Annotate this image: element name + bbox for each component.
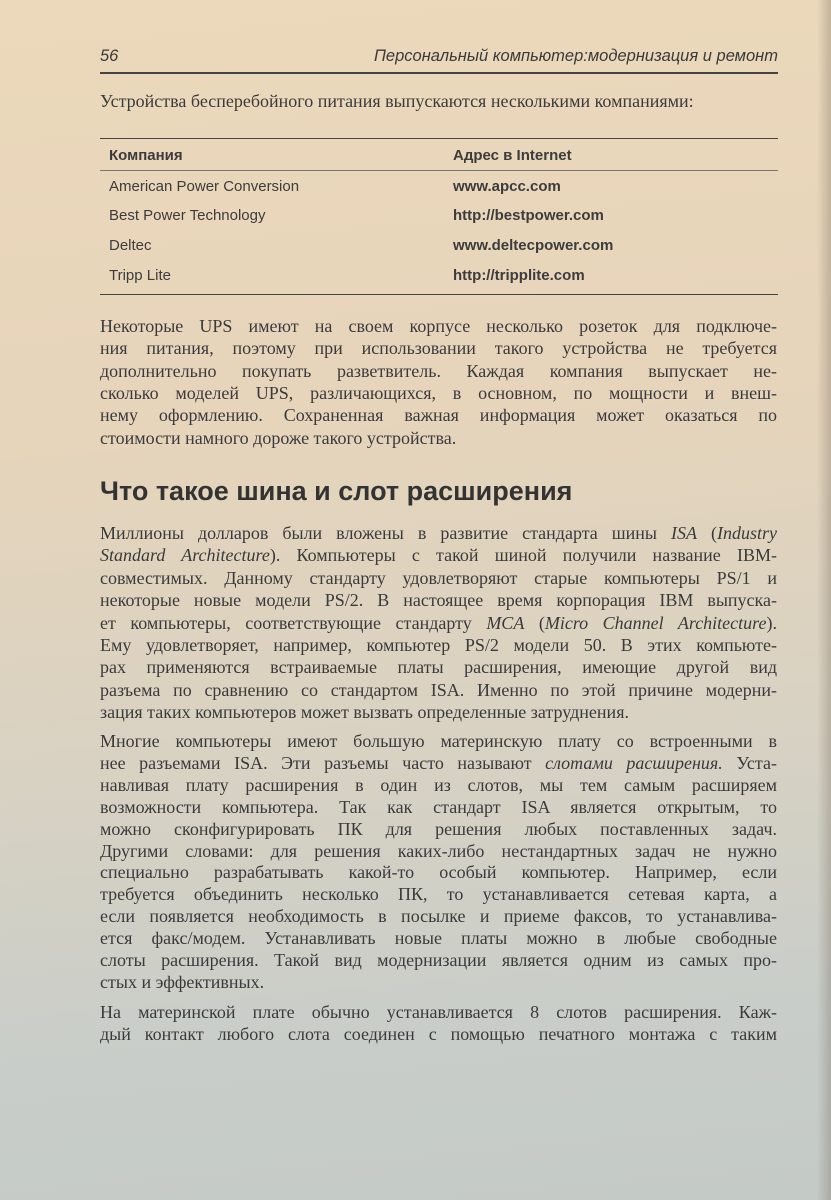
text-line: [100, 883, 777, 905]
running-header: [100, 44, 778, 74]
text-line: [100, 404, 777, 426]
text-run: зация таких компьютеров может вызвать определенные затруднения.: [100, 702, 629, 723]
text-run: разъема по сравнению со стандартом ISA. Именно по этой причине модерни-: [100, 679, 777, 700]
table-header-divider: [100, 170, 778, 171]
table-row: [109, 178, 769, 200]
text-line: [100, 701, 777, 723]
text-run: (: [524, 612, 545, 633]
page-edge-shadow: [817, 0, 831, 1200]
text-line: [100, 360, 777, 382]
text-line: [100, 752, 777, 774]
text-line: [100, 544, 777, 566]
text-run: стых и эффективных.: [100, 971, 265, 992]
company-url: www.deltecpower.com: [453, 237, 614, 254]
text-run: дополнительно покупать разветвитель. Каждая компания выпускает не-: [100, 360, 777, 381]
text-run: нее разъемами ISA. Эти разъемы часто называют: [100, 752, 546, 773]
text-run: Многие компьютеры имеют большую материнскую плату со встроенными в: [100, 731, 777, 751]
text-line: [100, 1023, 777, 1045]
running-title: Персональный компьютер:модернизация и ремонт: [373, 47, 778, 65]
company-name: Tripp Lite: [109, 267, 171, 284]
italic-term: Micro Channel Architecture: [544, 612, 767, 633]
text-run: Другими словами: для решения каких-либо нестандартных задач не нужно: [100, 840, 777, 861]
text-run: ). Компьютеры с такой шиной получили название IBM-: [269, 545, 777, 566]
text-run: На материнской плате обычно устанавливается 8 слотов расширения. Каж-: [100, 1002, 777, 1022]
text-run: специально разрабатывать какой-то особый компьютер. Например, если: [100, 862, 777, 883]
italic-term: ISA: [671, 523, 697, 543]
text-line: [100, 905, 777, 927]
text-line: [100, 382, 777, 404]
italic-term: слотами расширения.: [545, 752, 723, 773]
text-line: [100, 612, 777, 634]
text-line: [100, 796, 777, 818]
text-line: [100, 315, 777, 337]
text-line: [100, 861, 777, 883]
column-header-company: Компания: [109, 147, 183, 164]
company-url: http://bestpower.com: [453, 207, 604, 224]
text-line: [100, 589, 777, 611]
text-run: Ему удовлетворяет, например, компьютер PS/2 модели 50. В этих компьюте-: [100, 635, 777, 655]
text-run: Миллионы долларов были вложены в развитие стандарта шины: [100, 523, 671, 543]
text-run: ния питания, поэтому при использовании такого устройства не требуется: [100, 338, 777, 359]
text-run: Уста-: [722, 752, 777, 773]
table-row: [109, 207, 769, 229]
text-run: ).: [766, 612, 777, 633]
text-line: [100, 427, 777, 449]
text-run: если появляется необходимость в посылке и приеме факсов, то устанавлива-: [100, 906, 777, 927]
italic-term: Standard Architecture: [100, 545, 270, 566]
text-run: можно сконфигурировать ПК для решения любых поставленных задач.: [100, 818, 777, 839]
text-line: [100, 949, 777, 971]
table-row: [109, 237, 769, 259]
text-run: (: [697, 523, 717, 543]
text-line: [100, 634, 777, 656]
text-run: ет компьютеры, соответствующие стандарту: [100, 612, 487, 633]
company-name: Best Power Technology: [109, 207, 266, 224]
text-line: [100, 522, 777, 544]
text-run: совместимых. Данному стандарту удовлетворяют старые компьютеры PS/1 и: [100, 567, 777, 588]
italic-term: MCA: [486, 612, 525, 633]
text-line: [100, 567, 777, 589]
text-run: ется факс/модем. Устанавливать новые платы можно в любые свободные: [100, 928, 777, 949]
text-run: требуется объединить несколько ПК, то устанавливается сетевая карта, а: [100, 884, 777, 905]
text-run: сколько моделей UPS, различающихся, в основном, по мощности и внеш-: [100, 382, 777, 403]
text-run: Некоторые UPS имеют на своем корпусе несколько розеток для подключе-: [100, 316, 777, 336]
table-row: [109, 267, 769, 289]
text-line: [100, 818, 777, 840]
text-line: [100, 730, 777, 752]
text-line: [100, 337, 777, 359]
text-line: [100, 1001, 777, 1023]
intro-text: Устройства бесперебойного питания выпускаются несколькими компаниями:: [100, 91, 694, 111]
section-heading: Что такое шина и слот расширения: [100, 476, 573, 506]
text-line: [100, 840, 777, 862]
company-url: http://tripplite.com: [453, 267, 585, 284]
text-line: [100, 656, 777, 678]
text-run: рах применяются встраиваемые платы расширения, имеющие другой вид: [100, 657, 777, 678]
text-line: [100, 971, 777, 993]
company-name: American Power Conversion: [109, 178, 300, 195]
italic-term: Industry: [717, 523, 777, 543]
text-line: [100, 774, 777, 796]
company-url: www.apcc.com: [453, 178, 561, 195]
text-run: дый контакт любого слота соединен с помощью печатного монтажа с таким: [100, 1024, 777, 1044]
text-run: нему оформлению. Сохраненная важная информация может оказаться по: [100, 405, 777, 426]
text-line: [100, 679, 777, 701]
table-header-row: [109, 147, 769, 169]
page-number: 56: [100, 47, 119, 65]
text-line: [100, 927, 777, 949]
text-run: стоимости намного дороже такого устройства.: [100, 427, 457, 448]
text-run: возможности компьютера. Так как стандарт ISA является открытым, то: [100, 796, 777, 817]
column-header-address: Адрес в Internet: [453, 147, 572, 164]
text-run: некоторые новые модели PS/2. В настоящее время корпорация IBM выпуска-: [100, 590, 777, 611]
text-run: навливая плату расширения в один из слотов, мы тем самым расширяем: [100, 774, 777, 795]
text-run: слоты расширения. Такой вид модернизации является одним из самых про-: [100, 950, 777, 970]
ups-companies-table: [100, 138, 778, 295]
company-name: Deltec: [109, 237, 152, 254]
